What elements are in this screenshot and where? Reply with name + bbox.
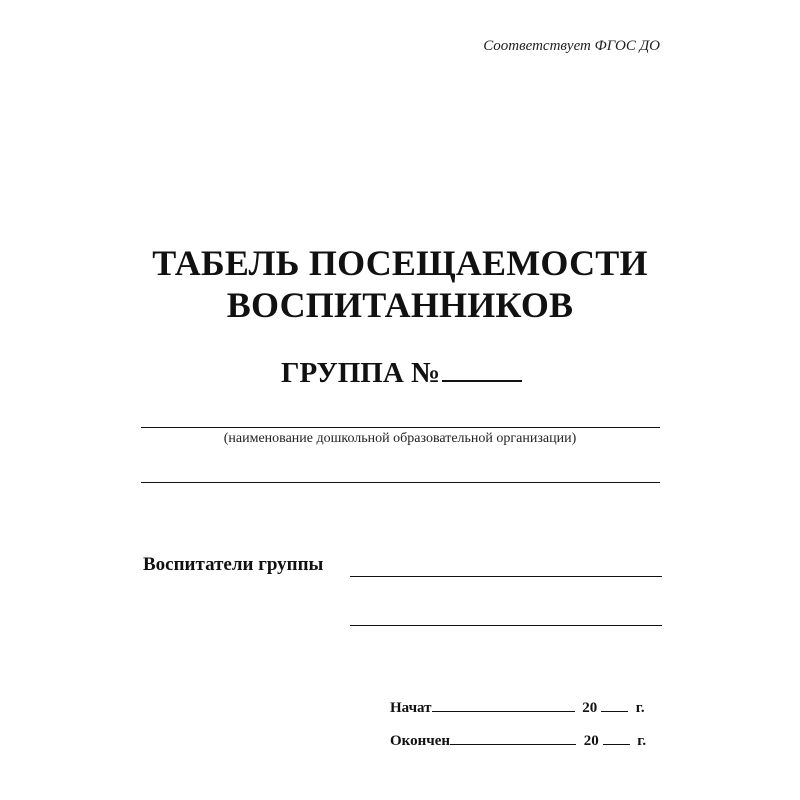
finished-date-row — [390, 730, 646, 750]
started-year-line — [601, 697, 628, 712]
title-line-2: ВОСПИТАННИКОВ — [226, 285, 574, 325]
finished-day-month-line — [450, 730, 576, 745]
finished-year-prefix: 20 — [583, 733, 599, 749]
organization-caption: (наименование дошкольной образовательной организации) — [223, 431, 577, 446]
page-title — [0, 242, 800, 326]
organization-name-line-2 — [141, 482, 660, 483]
finished-year-line — [603, 730, 630, 745]
organization-name-line — [141, 427, 660, 428]
educators-line-2 — [350, 625, 662, 626]
finished-label: Окончен — [390, 733, 451, 749]
group-number-blank — [442, 358, 522, 382]
started-year-prefix: 20 — [582, 700, 598, 716]
started-year-suffix: г. — [635, 700, 645, 716]
compliance-note: Соответствует ФГОС ДО — [483, 38, 660, 54]
educators-label: Воспитатели группы — [143, 554, 324, 575]
title-line-1: ТАБЕЛЬ ПОСЕЩАЕМОСТИ — [152, 243, 648, 283]
started-day-month-line — [432, 697, 575, 712]
group-label: ГРУППА № — [281, 357, 441, 389]
finished-year-suffix: г. — [637, 733, 647, 749]
started-date-row — [390, 697, 645, 717]
educators-line-1 — [350, 576, 662, 577]
group-number-row — [281, 357, 522, 390]
started-label: Начат — [390, 700, 432, 716]
